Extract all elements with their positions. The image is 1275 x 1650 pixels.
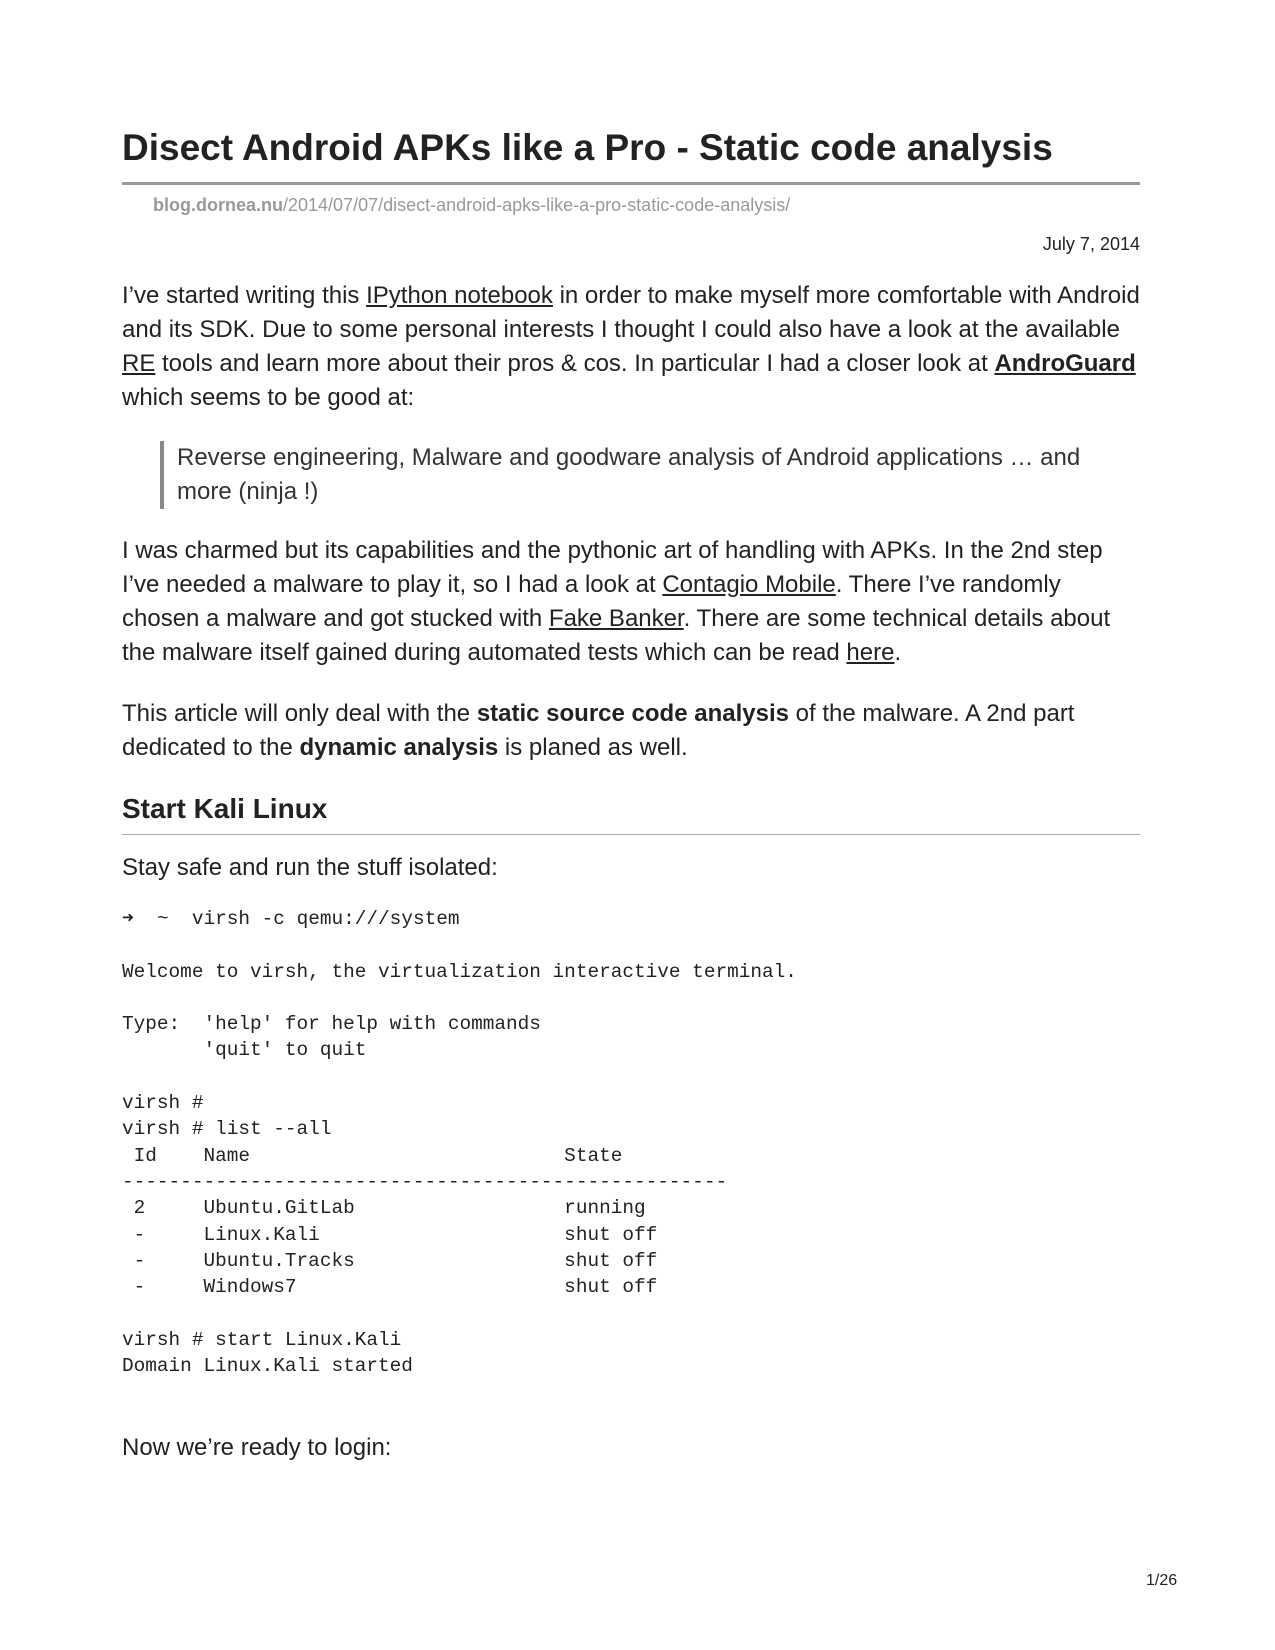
source-url-path: /2014/07/07/disect-android-apks-like-a-pro-static-code-analysis/	[283, 195, 791, 215]
article-title: Disect Android APKs like a Pro - Static code analysis	[122, 127, 1053, 168]
title-divider	[122, 182, 1140, 185]
text: is planed as well.	[498, 734, 688, 761]
source-url[interactable]	[153, 195, 790, 216]
bold-text: static source code analysis	[476, 700, 789, 727]
contagio-mobile-link[interactable]: Contagio Mobile	[662, 571, 836, 598]
androguard-quote: Reverse engineering, Malware and goodware analysis of Android applications … and more (ninja !)	[160, 441, 1117, 509]
section-intro: Stay safe and run the stuff isolated:	[122, 854, 498, 881]
article-date: July 7, 2014	[1042, 234, 1140, 254]
fake-banker-link[interactable]: Fake Banker	[548, 605, 684, 632]
text: in order to make myself more comfortable with Android and its SDK. Due to some personal interests I thought I could also have a look at the available	[122, 282, 1140, 343]
closing-paragraph: Now we’re ready to login:	[122, 1434, 392, 1461]
androguard-link[interactable]	[994, 350, 1135, 377]
scope-paragraph	[122, 697, 1140, 765]
ipython-notebook-link[interactable]: IPython notebook	[366, 282, 553, 309]
malware-paragraph	[122, 534, 1140, 670]
text: I’ve started writing this	[122, 282, 367, 309]
section-heading: Start Kali Linux	[122, 793, 328, 824]
text: .	[894, 639, 902, 666]
bold-text: dynamic analysis	[299, 734, 499, 761]
re-link[interactable]: RE	[122, 350, 156, 377]
here-link[interactable]: here	[846, 639, 895, 666]
text: tools and learn more about their pros & cos. In particular I had a closer look at	[155, 350, 995, 377]
text: which seems to be good at:	[122, 384, 415, 411]
source-url-host: blog.dornea.nu	[153, 195, 283, 215]
text: This article will only deal with the	[122, 700, 477, 727]
text: of the malware. A 2nd part dedicated to the	[122, 700, 1075, 761]
intro-paragraph	[122, 279, 1140, 415]
androguard-link-label: AndroGuard	[994, 350, 1136, 377]
text: . There are some technical details about the malware itself gained during automated tests which can be read	[122, 605, 1111, 666]
text: I was charmed but its capabilities and the pythonic art of handling with APKs. In the 2nd step I’ve needed a malware to play it, so I had a look at	[122, 537, 1103, 598]
text: . There I’ve randomly chosen a malware and got stucked with	[122, 571, 1061, 632]
section-divider	[122, 834, 1140, 835]
page-number: 1/26	[1146, 1572, 1178, 1589]
terminal-code-block: ➜ ~ virsh -c qemu:///system Welcome to virsh, the virtualization interactive terminal. Type: 'help' for help with commands 'quit' to quit virsh # virsh # list --all Id Name State ---------------------------------------------------- 2 Ubuntu.GitLab running - Linux.Kali shut off - Ubuntu.Tracks shut off - Windows7 shut off virsh # start Linux.Kali Domain Linux.Kali started	[122, 908, 797, 1378]
